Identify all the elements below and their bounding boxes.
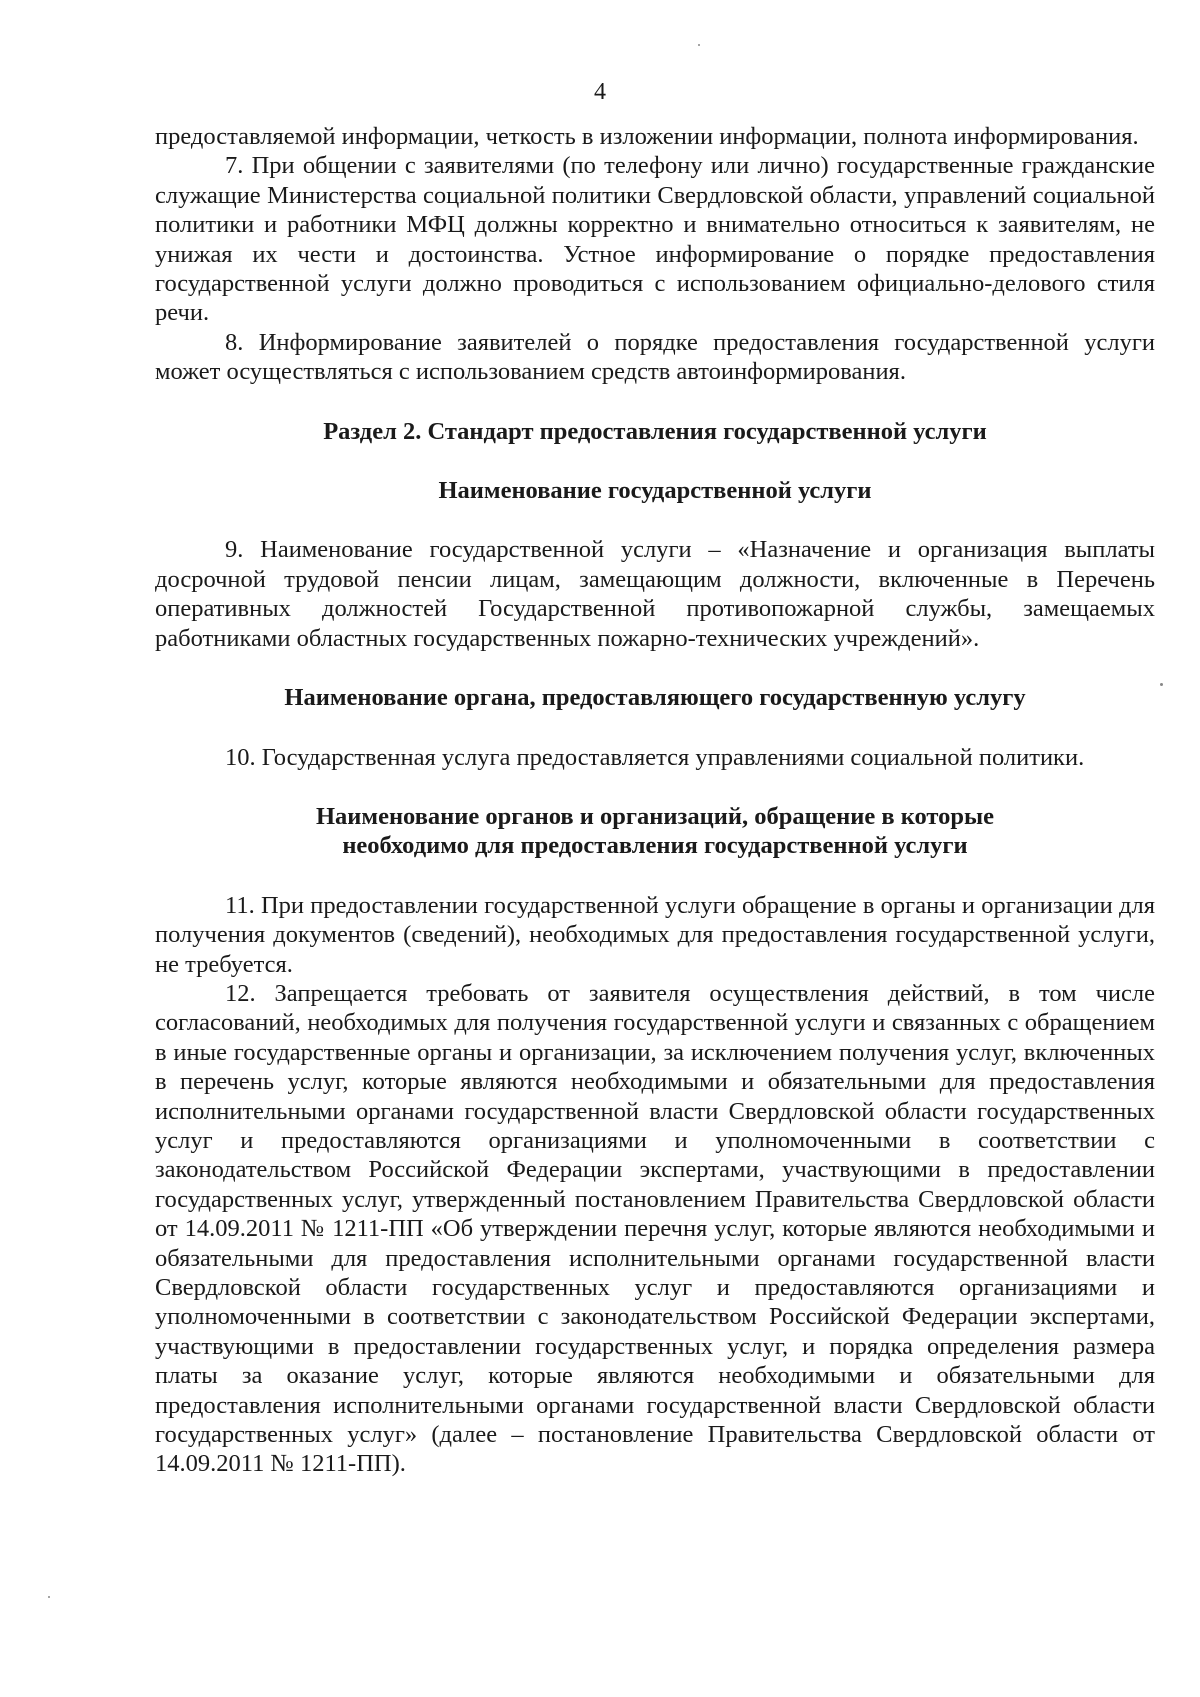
paragraph-9: 9. Наименование государственной услуги – «Назначение и организация выплаты досрочной трудовой пенсии лицам, замещающим должности, включенные в Перечень оперативных должностей Государственной противопожарной службы, замещаемых работниками областных государственных пожарно-технических учреждений».: [155, 536, 1155, 652]
section-2-heading: Раздел 2. Стандарт предоставления государственной услуги: [323, 417, 987, 445]
scan-speck: [48, 1596, 50, 1598]
scan-speck: [1160, 683, 1163, 686]
paragraph-11: 11. При предоставлении государственной услуги обращение в органы и организации для получения документов (сведений), необходимых для предоставления государственной услуги, не требуется.: [155, 891, 1155, 978]
service-name-heading: Наименование государственной услуги: [438, 477, 872, 505]
paragraph-10: 10. Государственная услуга предоставляется управлениями социальной политики.: [225, 743, 1085, 771]
paragraph-continuation: предоставляемой информации, четкость в изложении информации, полнота информирования.: [155, 123, 1139, 150]
page-number: 4: [594, 79, 606, 105]
organizations-heading-line-2: необходимо для предоставления государственной услуги: [342, 832, 968, 860]
organizations-heading: [155, 802, 1155, 861]
organizations-heading-line-1: Наименование органов и организаций, обращение в которые: [315, 802, 995, 830]
paragraph-8: 8. Информирование заявителей о порядке предоставления государственной услуги может осуществляться с использованием средств автоинформирования.: [155, 328, 1155, 386]
scan-speck: [698, 44, 700, 46]
document-body: [155, 122, 1155, 1479]
paragraph-12: 12. Запрещается требовать от заявителя осуществления действий, в том числе согласований, необходимых для получения государственной услуги и связанных с обращением в иные государственные органы и организации, за исключением получения услуг, включенных в перечень услуг, которые являются необходимыми и обязательными для предоставления исполнительными органами государственной власти Свердловской области государственных услуг и предоставляются организациями и уполномоченными в соответствии с законодательством Российской Федерации экспертами, участвующими в предоставлении государственных услуг, утвержденный постановлением Правительства Свердловской области от 14.09.2011 № 1211-ПП «Об утверждении перечня услуг, которые являются необходимыми и обязательными для предоставления исполнительными органами государственной власти Свердловской области государственных услуг и предоставляются организациями и уполномоченными в соответствии с законодательством Российской Федерации экспертами, участвующими в предоставлении государственных услуг, и порядка определения размера платы за оказание услуг, которые являются необходимыми и обязательными для предоставления исполнительными органами государственной власти Свердловской области государственных услуг» (далее – постановление Правительства Свердловской области от 14.09.2011 № 1211-ПП).: [155, 979, 1155, 1478]
paragraph-7: 7. При общении с заявителями (по телефону или лично) государственные гражданские служащие Министерства социальной политики Свердловской области, управлений социальной политики и работники МФЦ должны корректно и внимательно относиться к заявителям, не унижая их чести и достоинства. Устное информирование о порядке предоставления государственной услуги должно проводиться с использованием официально-делового стиля речи.: [155, 152, 1155, 327]
authority-heading: Наименование органа, предоставляющего государственную услугу: [284, 684, 1026, 712]
